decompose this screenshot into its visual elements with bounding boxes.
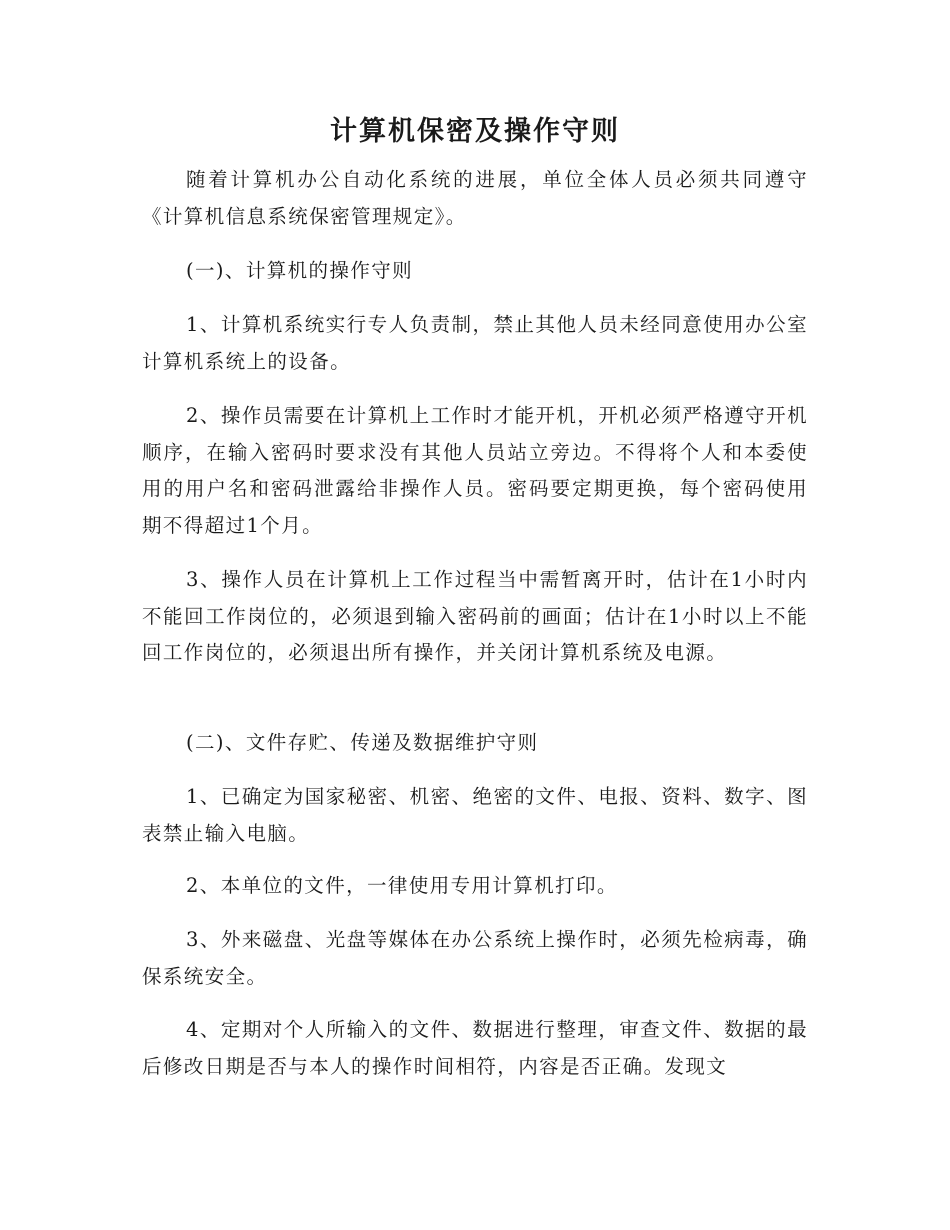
rule-paragraph: 2、本单位的文件，一律使用专用计算机打印。 (186, 874, 618, 897)
document-title: 计算机保密及操作守则 (330, 116, 620, 147)
rule-paragraph: 3、外来磁盘、光盘等媒体在办公系统上操作时，必须先检病毒，确保系统安全。 (142, 928, 808, 988)
rule-paragraph: 1、计算机系统实行专人负责制，禁止其他人员未经同意使用办公室计算机系统上的设备。 (142, 313, 808, 373)
rule-paragraph: 2、操作员需要在计算机上工作时才能开机，开机必须严格遵守开机顺序，在输入密码时要求没有其他人员站立旁边。不得将个人和本委使用的用户名和密码泄露给非操作人员。密码要定期更换，每个密码使用期不得超过1个月。 (142, 404, 808, 537)
rule-paragraph: 3、操作人员在计算机上工作过程当中需暂离开时，估计在1小时内不能回工作岗位的，必须退到输入密码前的画面；估计在1小时以上不能回工作岗位的，必须退出所有操作，并关闭计算机系统及电源。 (142, 568, 808, 664)
section-heading-file-storage: (二)、文件存贮、传递及数据维护守则 (186, 731, 539, 754)
rule-paragraph: 1、已确定为国家秘密、机密、绝密的文件、电报、资料、数字、图表禁止输入电脑。 (142, 785, 808, 845)
rule-paragraph: 4、定期对个人所输入的文件、数据进行整理，审查文件、数据的最后修改日期是否与本人的操作时间相符，内容是否正确。发现文 (142, 1018, 808, 1078)
section-heading-operation: (一)、计算机的操作守则 (186, 259, 414, 282)
intro-paragraph: 随着计算机办公自动化系统的进展，单位全体人员必须共同遵守《计算机信息系统保密管理规定》。 (142, 168, 808, 228)
